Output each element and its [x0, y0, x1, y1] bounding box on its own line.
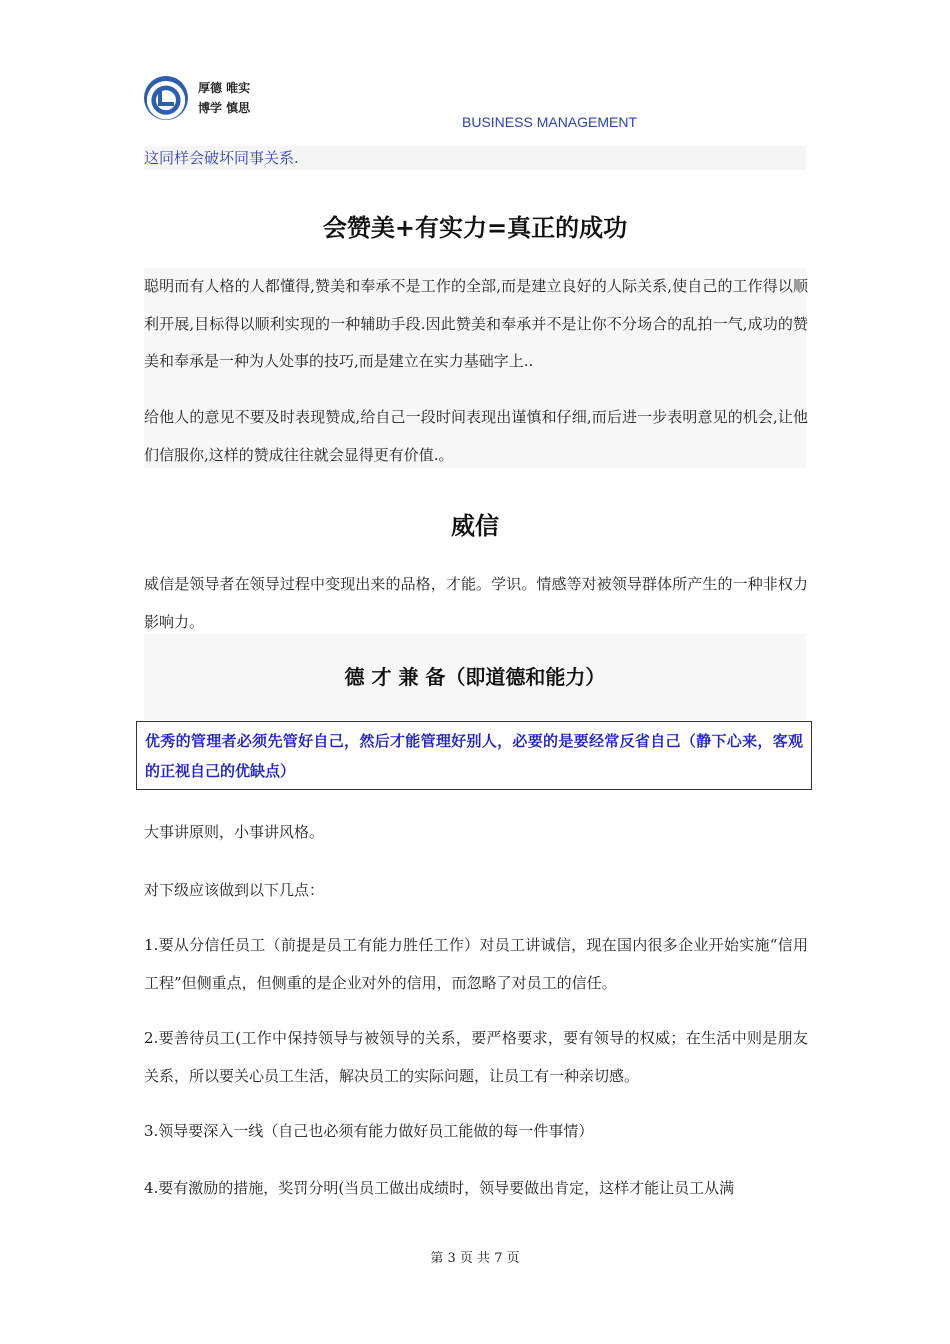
section-title-virtue: 德 才 兼 备（即道德和能力）	[344, 665, 606, 689]
page-header	[144, 72, 664, 132]
brand-text: BUSINESS MANAGEMENT	[462, 114, 638, 130]
list-item-3: 3.领导要深入一线（自己也必须有能力做好员工能做的每一件事情）	[144, 1122, 594, 1140]
motto	[198, 78, 250, 118]
paragraph-prestige: 威信是领导者在领导过程中变现出来的品格，才能。学识。情感等对被领导群体所产生的一种非权力影响力。	[144, 575, 808, 631]
highlighted-callout: 优秀的管理者必须先管好自己，然后才能管理好别人，必要的是要经常反省自己（静下心来，客观的正视自己的优缺点）	[136, 721, 812, 790]
page-number: 第 3 页 共 7 页	[430, 1251, 520, 1266]
section-title-praise: 会赞美+有实力=真正的成功	[322, 214, 628, 242]
list-item-2: 2.要善待员工(工作中保持领导与被领导的关系，要严格要求，要有领导的权威；在生活中则是朋友关系，所以要关心员工生活，解决员工的实际问题，让员工有一种亲切感。	[144, 1029, 808, 1085]
section-title-prestige: 威信	[451, 512, 499, 540]
paragraph-praise-2: 给他人的意见不要及时表现赞成,给自己一段时间表现出谨慎和仔细,而后进一步表明意见的机会,让他们信服你,这样的赞成往往就会显得更有价值.。	[144, 408, 808, 464]
university-logo-icon	[144, 76, 188, 120]
intro-line: 这同样会破坏同事关系.	[144, 149, 299, 167]
paragraph-praise-1: 聪明而有人格的人都懂得,赞美和奉承不是工作的全部,而是建立良好的人际关系,使自己的工作得以顺利开展,目标得以顺利实现的一种辅助手段.因此赞美和奉承并不是让你不分场合的乱拍一气,成功的赞美和奉承是一种为人处事的技巧,而是建立在实力基础字上..	[144, 277, 808, 370]
motto-line-1: 厚德 唯实	[198, 81, 251, 95]
motto-line-2: 博学 慎思	[198, 101, 251, 115]
list-intro: 对下级应该做到以下几点：	[144, 881, 325, 899]
list-item-4: 4.要有激励的措施，奖罚分明(当员工做出成绩时，领导要做出肯定，这样才能让员工从满	[144, 1179, 735, 1197]
list-item-1: 1.要从分信任员工（前提是员工有能力胜任工作）对员工讲诚信，现在国内很多企业开始实施“信用工程”但侧重点，但侧重的是企业对外的信用，而忽略了对员工的信任。	[144, 936, 808, 992]
principle-line: 大事讲原则，小事讲风格。	[144, 823, 325, 841]
